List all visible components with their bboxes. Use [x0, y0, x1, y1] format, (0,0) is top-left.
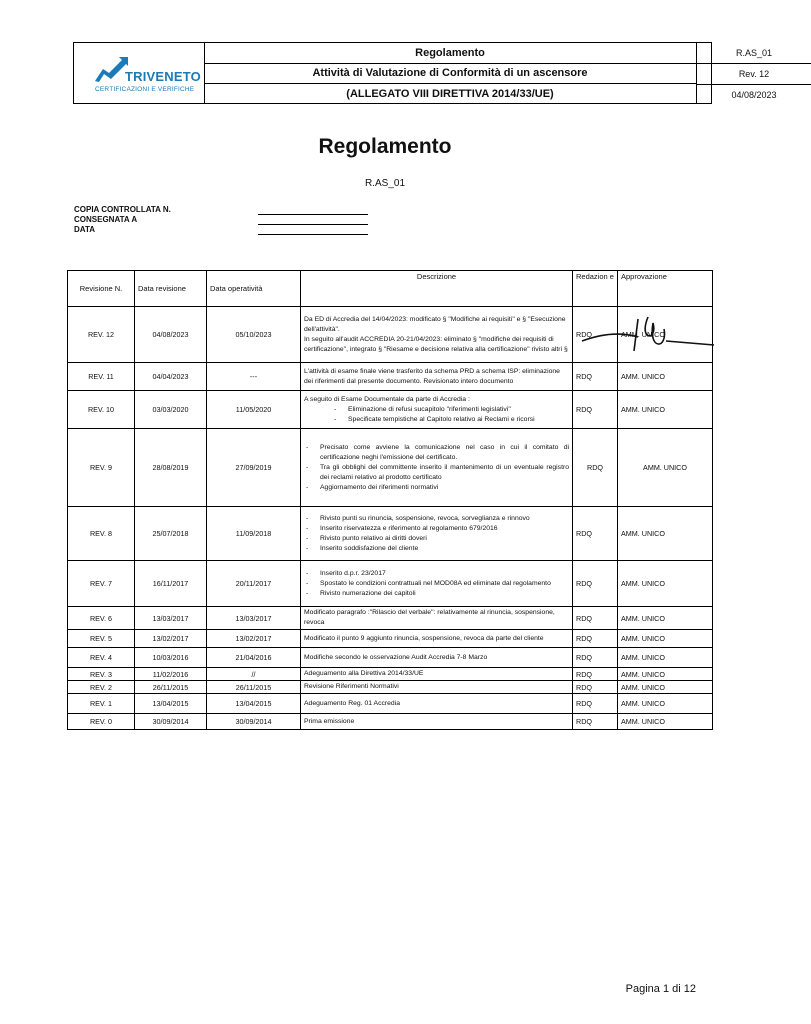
- consegnata-line: [258, 224, 368, 225]
- approvazione-cell: AMM. UNICO: [618, 507, 713, 561]
- data-rev-cell: 04/08/2023: [135, 307, 207, 363]
- revision-table: [67, 270, 713, 730]
- list-item: - Rivisto punti su rinuncia, sospensione, revoca, sorveglianza e rinnovo: [320, 514, 569, 524]
- data-op-cell: 13/03/2017: [207, 607, 301, 630]
- page-number: Pagina 1 di 12: [625, 983, 696, 995]
- data-rev-cell: 26/11/2015: [135, 681, 207, 694]
- table-row: [68, 630, 713, 648]
- list-item: - Specificate tempistiche al Capitolo relativo ai Reclami e ricorsi: [348, 415, 569, 425]
- rev-cell: REV. 3: [68, 668, 135, 681]
- desc-cell: [301, 429, 573, 507]
- desc-list: [304, 443, 569, 493]
- header-line3: (ALLEGATO VIII DIRETTIVA 2014/33/UE): [204, 83, 696, 104]
- rev-cell: REV. 5: [68, 630, 135, 648]
- data-op-cell: 30/09/2014: [207, 714, 301, 730]
- list-item: - Spostato le condizioni contrattuali nel MOD08A ed eliminate dal regolamento: [320, 579, 569, 589]
- data-op-cell: ---: [207, 363, 301, 391]
- data-rev-cell: 13/04/2015: [135, 694, 207, 714]
- data-rev-cell: 11/02/2016: [135, 668, 207, 681]
- list-item: - Rivisto numerazione dei capitoli: [320, 589, 569, 599]
- desc-list: [304, 405, 569, 425]
- list-item: - Aggiornamento dei riferimenti normativi: [320, 483, 569, 493]
- approvazione-cell: AMM. UNICO: [618, 714, 713, 730]
- rev-cell: REV. 6: [68, 607, 135, 630]
- data-op-cell: 26/11/2015: [207, 681, 301, 694]
- rev-cell: REV. 10: [68, 391, 135, 429]
- header-line1: Regolamento: [204, 43, 696, 64]
- table-row: [68, 363, 713, 391]
- desc-cell: [301, 391, 573, 429]
- triveneto-mark-icon: [93, 55, 129, 83]
- rev-cell: REV. 11: [68, 363, 135, 391]
- table-row: [68, 694, 713, 714]
- copia-controllata-label: COPIA CONTROLLATA N.: [74, 205, 171, 214]
- desc-cell: Modificato paragrafo :"Rilascio del verbale": relativamente al rinuncia, sospensione, revoca: [301, 607, 573, 630]
- redazione-cell: RDQ: [573, 694, 618, 714]
- desc-cell: [301, 507, 573, 561]
- table-row: [68, 391, 713, 429]
- table-row: [68, 714, 713, 730]
- copy-control-block: [74, 205, 171, 235]
- approvazione-cell: AMM. UNICO: [618, 607, 713, 630]
- redazione-cell: RDQ: [573, 363, 618, 391]
- consegnata-a-label: CONSEGNATA A: [74, 215, 138, 224]
- rev-cell: REV. 2: [68, 681, 135, 694]
- col-data-revisione: Data revisione: [135, 271, 207, 307]
- copia-line: [258, 214, 368, 215]
- rev-cell: REV. 12: [68, 307, 135, 363]
- approvazione-cell: AMM. UNICO: [618, 668, 713, 681]
- header-line2: Attività di Valutazione di Conformità di un ascensore: [312, 67, 588, 79]
- desc-cell: L'attività di esame finale viene trasferito da schema PRD a schema ISP: eliminazione dei riferimenti dal presente documento. Revisionato intero documento: [301, 363, 573, 391]
- logo-cell: [74, 43, 205, 103]
- approvazione-cell: AMM. UNICO: [618, 681, 713, 694]
- approvazione-cell: AMM. UNICO: [618, 648, 713, 668]
- page-title: Regolamento: [318, 135, 452, 158]
- logo-subtitle: CERTIFICAZIONI E VERIFICHE: [95, 86, 195, 93]
- table-row: [68, 607, 713, 630]
- data-line: [258, 234, 368, 235]
- table-row: [68, 668, 713, 681]
- data-rev-cell: 28/08/2019: [135, 429, 207, 507]
- desc-cell: Modifiche secondo le osservazione Audit Accredia 7-8 Marzo: [301, 648, 573, 668]
- list-item: - Rivisto punto relativo ai diritti doveri: [320, 534, 569, 544]
- col-descrizione: Descrizione: [301, 271, 573, 307]
- data-rev-cell: 03/03/2020: [135, 391, 207, 429]
- data-op-cell: 13/02/2017: [207, 630, 301, 648]
- data-rev-cell: 16/11/2017: [135, 561, 207, 607]
- redazione-cell: RDQ: [573, 714, 618, 730]
- approvazione-cell: AMM. UNICO: [618, 363, 713, 391]
- data-rev-cell: 04/04/2023: [135, 363, 207, 391]
- document-code: R.AS_01: [364, 178, 406, 189]
- table-row: [68, 307, 713, 363]
- table-row: [68, 561, 713, 607]
- desc-text: In seguito all'audit ACCREDIA 20-21/04/2023: eliminato § "modifiche dei requisiti di certificazione", integrato § "Riesame e decisione relativa alla certificazione" rivisto altri §: [304, 335, 568, 353]
- data-rev-cell: 13/02/2017: [135, 630, 207, 648]
- approvazione-cell: AMM. UNICO: [618, 561, 713, 607]
- header-doc-code: R.AS_01: [697, 43, 811, 64]
- redazione-cell: RDQ: [573, 561, 618, 607]
- redazione-cell: RDQ: [573, 429, 618, 507]
- desc-list: [304, 514, 569, 554]
- rev-cell: REV. 7: [68, 561, 135, 607]
- data-rev-cell: 25/07/2018: [135, 507, 207, 561]
- table-row: [68, 681, 713, 694]
- table-header-row: [68, 271, 713, 307]
- redazione-cell: RDQ: [573, 307, 618, 363]
- list-item: - Precisato come avviene la comunicazione nel caso in cui il comitato di certificazione neghi l'emissione del certificato.: [320, 443, 569, 463]
- desc-cell: Adeguamento Reg. 01 Accredia: [301, 694, 573, 714]
- logo-brand: TRIVENETO: [125, 69, 201, 84]
- desc-text: A seguito di Esame Documentale da parte di Accredia :: [304, 395, 470, 403]
- col-data-operativita: Data operatività: [207, 271, 301, 307]
- rev-cell: REV. 8: [68, 507, 135, 561]
- list-item: - Inserito soddisfazione del cliente: [320, 544, 569, 554]
- data-op-cell: 05/10/2023: [207, 307, 301, 363]
- desc-text: Da ED di Accredia del 14/04/2023: modificato § "Modifiche ai requisiti" e § "Esecuzione dell'attività".: [304, 315, 566, 333]
- data-op-cell: 13/04/2015: [207, 694, 301, 714]
- list-item: - Inserito riservatezza e riferimento al regolamento 679/2016: [320, 524, 569, 534]
- redazione-cell: RDQ: [573, 607, 618, 630]
- desc-cell: [301, 561, 573, 607]
- approvazione-cell: AMM. UNICO: [618, 429, 713, 507]
- data-rev-cell: 10/03/2016: [135, 648, 207, 668]
- approvazione-cell: AMM. UNICO: [618, 694, 713, 714]
- desc-cell: [301, 307, 573, 363]
- rev-cell: REV. 9: [68, 429, 135, 507]
- data-op-cell: //: [207, 668, 301, 681]
- table-row: [68, 648, 713, 668]
- data-op-cell: 27/09/2019: [207, 429, 301, 507]
- desc-list: [304, 569, 569, 599]
- signature-icon: [578, 311, 718, 355]
- header-title-cell: [204, 43, 697, 103]
- approvazione-text: AMM. UNICO: [621, 330, 665, 339]
- desc-cell: Revisione Riferimenti Normativi: [301, 681, 573, 694]
- data-rev-cell: 30/09/2014: [135, 714, 207, 730]
- data-op-cell: 21/04/2016: [207, 648, 301, 668]
- table-row: [68, 507, 713, 561]
- redazione-cell: RDQ: [573, 391, 618, 429]
- rev-cell: REV. 0: [68, 714, 135, 730]
- list-item: - Inserito d.p.r. 23/2017: [320, 569, 569, 579]
- data-op-cell: 11/05/2020: [207, 391, 301, 429]
- rev-cell: REV. 1: [68, 694, 135, 714]
- list-item: - Eliminazione di refusi sucapitolo "riferimenti legislativi": [348, 405, 569, 415]
- approvazione-cell: [618, 307, 713, 363]
- redazione-cell: RDQ: [573, 648, 618, 668]
- col-redazione: Redazion e: [573, 271, 618, 307]
- header-revision: Rev. 12: [697, 64, 811, 85]
- redazione-cell: RDQ: [573, 630, 618, 648]
- document-header: [73, 42, 777, 104]
- data-op-cell: 11/09/2018: [207, 507, 301, 561]
- redazione-cell: RDQ: [573, 668, 618, 681]
- data-op-cell: 20/11/2017: [207, 561, 301, 607]
- desc-cell: Modificato il punto 9 aggiunto rinuncia, sospensione, revoca da parte del cliente: [301, 630, 573, 648]
- desc-cell: Adeguamento alla Direttiva 2014/33/UE: [301, 668, 573, 681]
- header-date: 04/08/2023: [731, 90, 777, 100]
- company-logo: [89, 51, 199, 97]
- data-rev-cell: 13/03/2017: [135, 607, 207, 630]
- approvazione-cell: AMM. UNICO: [618, 391, 713, 429]
- table-row: [68, 429, 713, 507]
- desc-cell: Prima emissione: [301, 714, 573, 730]
- approvazione-cell: AMM. UNICO: [618, 630, 713, 648]
- redazione-cell: RDQ: [573, 681, 618, 694]
- header-meta-cell: [697, 43, 811, 103]
- col-revisione: Revisione N.: [68, 271, 135, 307]
- list-item: - Tra gli obblighi del committente inserito il mantenimento di un eventuale registro dei reclami relativo al prodotto certificato: [320, 463, 569, 483]
- rev-cell: REV. 4: [68, 648, 135, 668]
- col-approvazione: Approvazione: [618, 271, 713, 307]
- data-label: DATA: [74, 225, 96, 234]
- redazione-cell: RDQ: [573, 507, 618, 561]
